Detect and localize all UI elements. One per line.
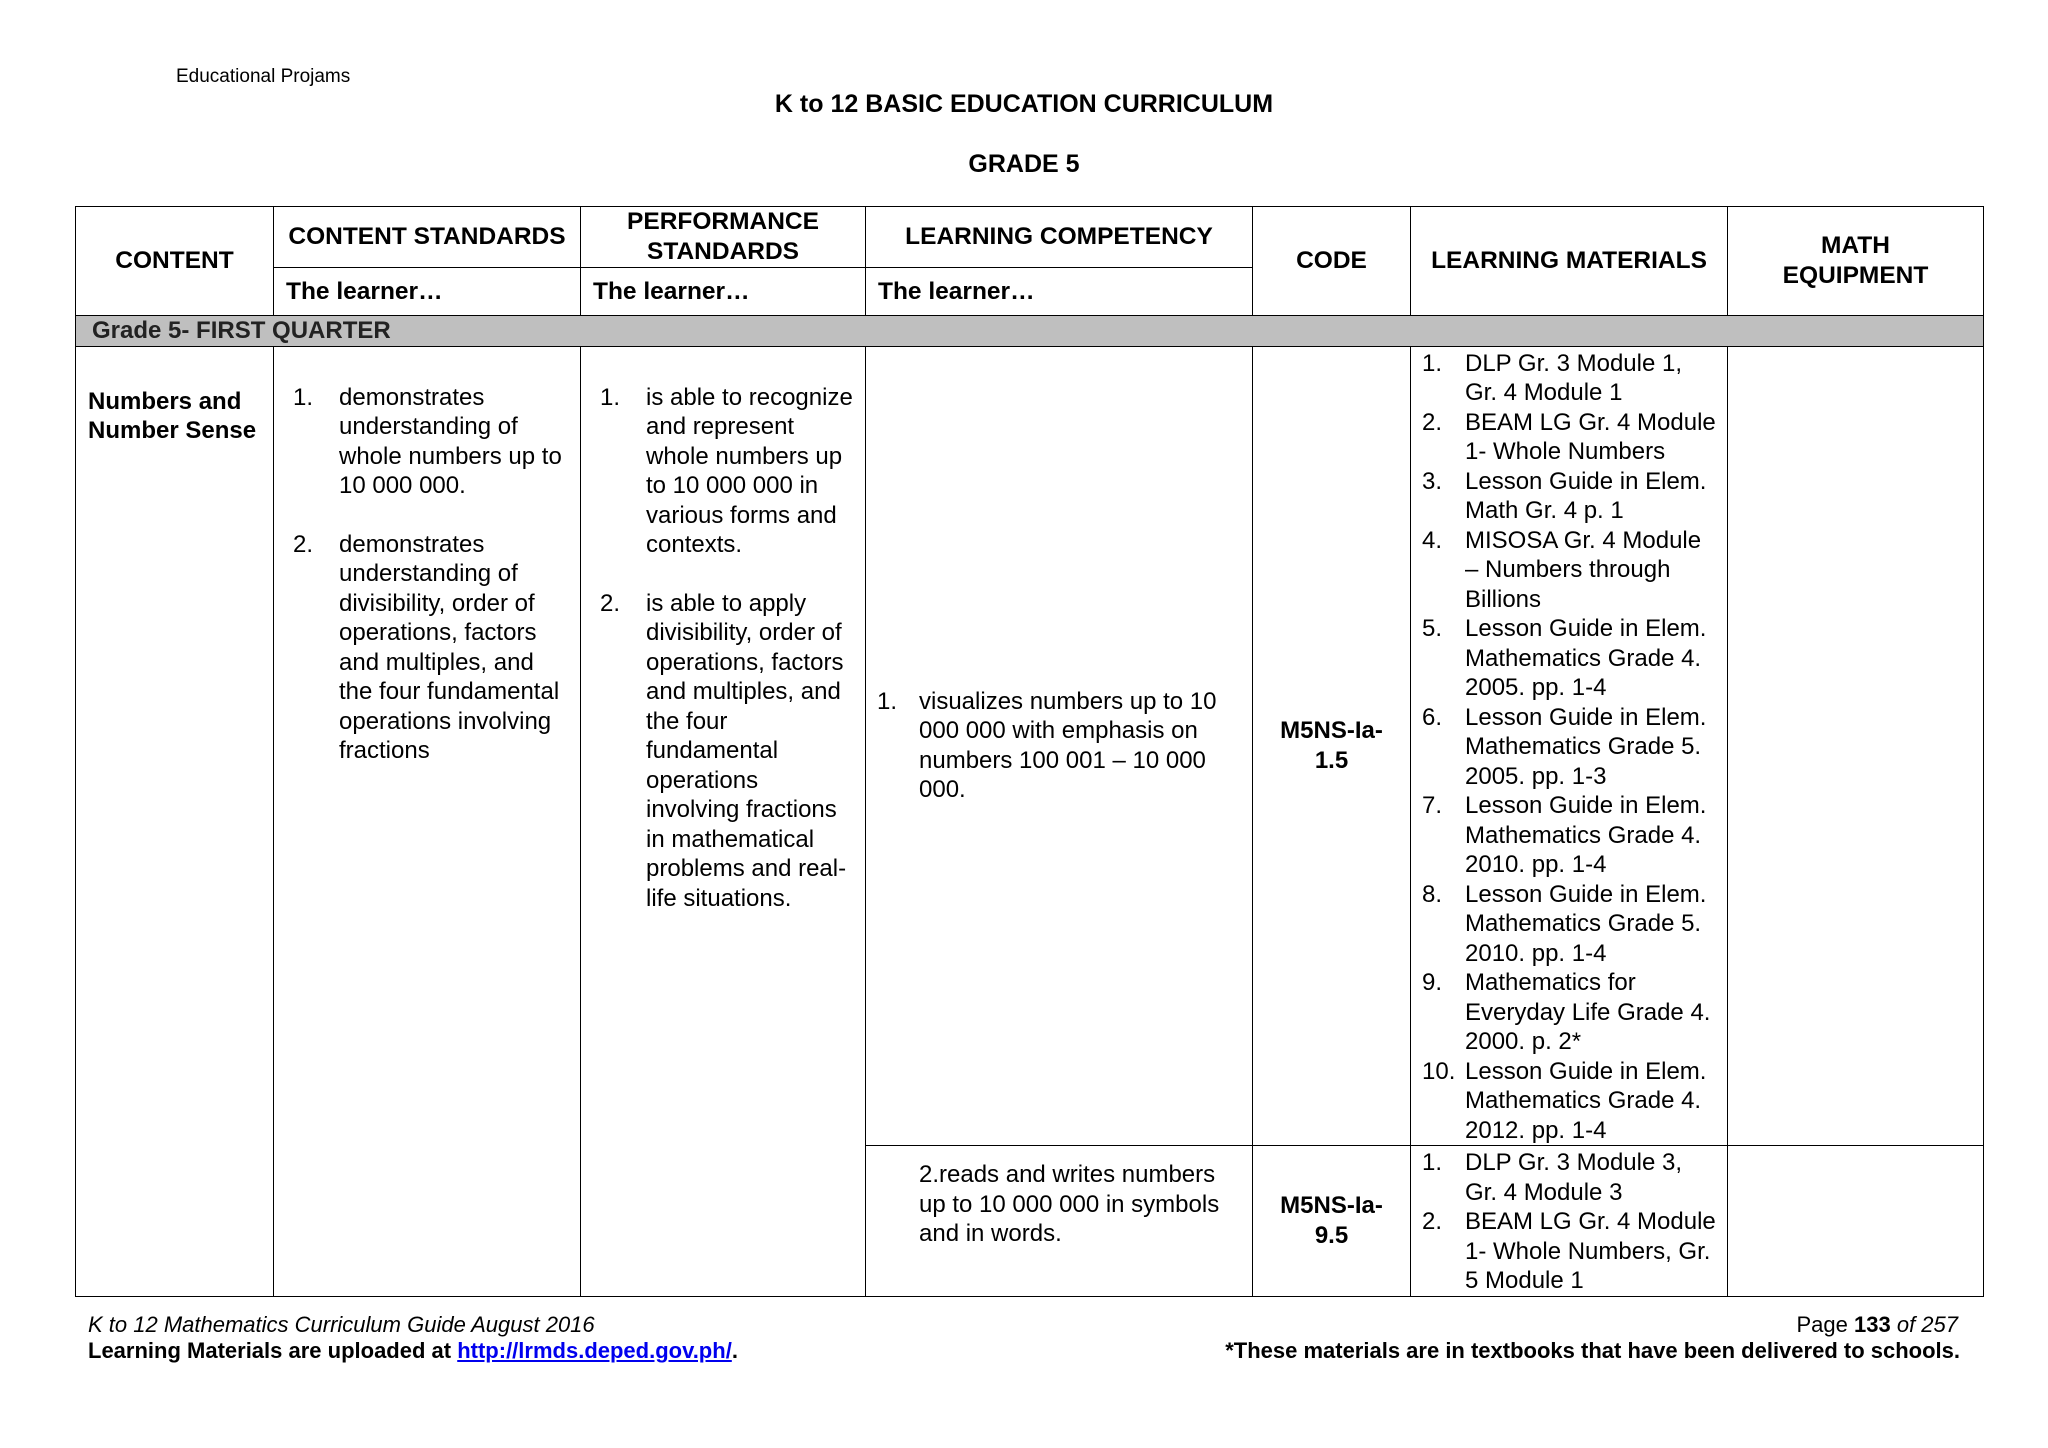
competency-cell [866, 346, 1253, 1146]
header-math-equipment: MATH EQUIPMENT [1728, 207, 1984, 316]
list-item: 3. Lesson Guide in Elem. Math Gr. 4 p. 1 [1422, 467, 1707, 524]
list-item: 9. Mathematics for Everyday Life Grade 4. 2000. p. 2* [1422, 969, 1711, 1055]
header-learning-competency: LEARNING COMPETENCY [866, 207, 1253, 268]
code-cell: M5NS-Ia-1.5 [1253, 346, 1411, 1146]
math-equipment-cell [1728, 346, 1984, 1146]
list-item: 7. Lesson Guide in Elem. Mathematics Grade 4. 2010. pp. 1-4 [1422, 792, 1707, 878]
list-item: 1. visualizes numbers up to 10 000 000 with emphasis on numbers 100 001 – 10 000 000. [877, 687, 1217, 804]
learning-materials-cell [1411, 1146, 1728, 1297]
learner-label: The learner… [581, 268, 866, 316]
list-item: 4. MISOSA Gr. 4 Module – Numbers through Billions [1422, 526, 1702, 613]
code-cell: M5NS-Ia-9.5 [1253, 1146, 1411, 1297]
list-item: 2. BEAM LG Gr. 4 Module 1- Whole Numbers, Gr. 5 Module 1 [1422, 1208, 1716, 1294]
list-item: 6. Lesson Guide in Elem. Mathematics Grade 5. 2005. pp. 1-3 [1422, 703, 1707, 790]
list-item: 5. Lesson Guide in Elem. Mathematics Grade 4. 2005. pp. 1-4 [1422, 615, 1707, 701]
footer-guide-title: K to 12 Mathematics Curriculum Guide August 2016 [88, 1312, 595, 1337]
header-learning-materials: LEARNING MATERIALS [1411, 207, 1728, 316]
curriculum-table [75, 206, 1984, 1297]
competency-cell [866, 1146, 1253, 1297]
document-title: K to 12 BASIC EDUCATION CURRICULUM [774, 90, 1274, 118]
learner-label: The learner… [274, 268, 581, 316]
list-item: 8. Lesson Guide in Elem. Mathematics Grade 5. 2010. pp. 1-4 [1422, 880, 1707, 967]
list-item: 1. demonstrates understanding of whole numbers up to 10 000 000. [293, 383, 562, 499]
list-item: 1. DLP Gr. 3 Module 3, Gr. 4 Module 3 [1422, 1149, 1683, 1206]
list-item: 2. demonstrates understanding of divisibility, order of operations, factors and multiples, and the four fundamental operations involving fractions [293, 530, 560, 764]
footer-upload-note: Learning Materials are uploaded at http://lrmds.deped.gov.ph/. [88, 1338, 738, 1363]
header-content: CONTENT [76, 207, 274, 316]
list-item: 2. is able to apply divisibility, order of operations, factors and multiples, and the four fundamental operations involving fractions in mathematical problems and real-life situations. [600, 589, 847, 912]
list-item: 2.reads and writes numbers up to 10 000 000 in symbols and in words. [919, 1161, 1220, 1247]
header-content-standards: CONTENT STANDARDS [274, 207, 581, 268]
performance-standards-cell [581, 346, 866, 1296]
header-code: CODE [1253, 207, 1411, 316]
learning-materials-cell [1411, 346, 1728, 1146]
learner-label: The learner… [866, 268, 1253, 316]
content-topic: Numbers and Number Sense [76, 346, 274, 1296]
grade-title: GRADE 5 [968, 150, 1080, 178]
quarter-heading: Grade 5- FIRST QUARTER [76, 316, 1984, 347]
page-number: Page 133 of 257 [1796, 1312, 1958, 1337]
list-item: 10. Lesson Guide in Elem. Mathematics Grade 4. 2012. pp. 1-4 [1422, 1057, 1707, 1144]
list-item: 2. BEAM LG Gr. 4 Module 1- Whole Numbers [1422, 408, 1716, 465]
footer-textbook-note: *These materials are in textbooks that have been delivered to schools. [1225, 1338, 1960, 1363]
list-item: 1. DLP Gr. 3 Module 1, Gr. 4 Module 1 [1422, 349, 1683, 406]
content-standards-cell [274, 346, 581, 1296]
list-item: 1. is able to recognize and represent whole numbers up to 10 000 000 in various forms and contexts. [600, 383, 853, 558]
watermark-text: Educational Projams [176, 66, 351, 87]
lrmds-link[interactable]: http://lrmds.deped.gov.ph/ [457, 1338, 732, 1363]
header-performance-standards: PERFORMANCE STANDARDS [581, 207, 866, 268]
math-equipment-cell [1728, 1146, 1984, 1297]
